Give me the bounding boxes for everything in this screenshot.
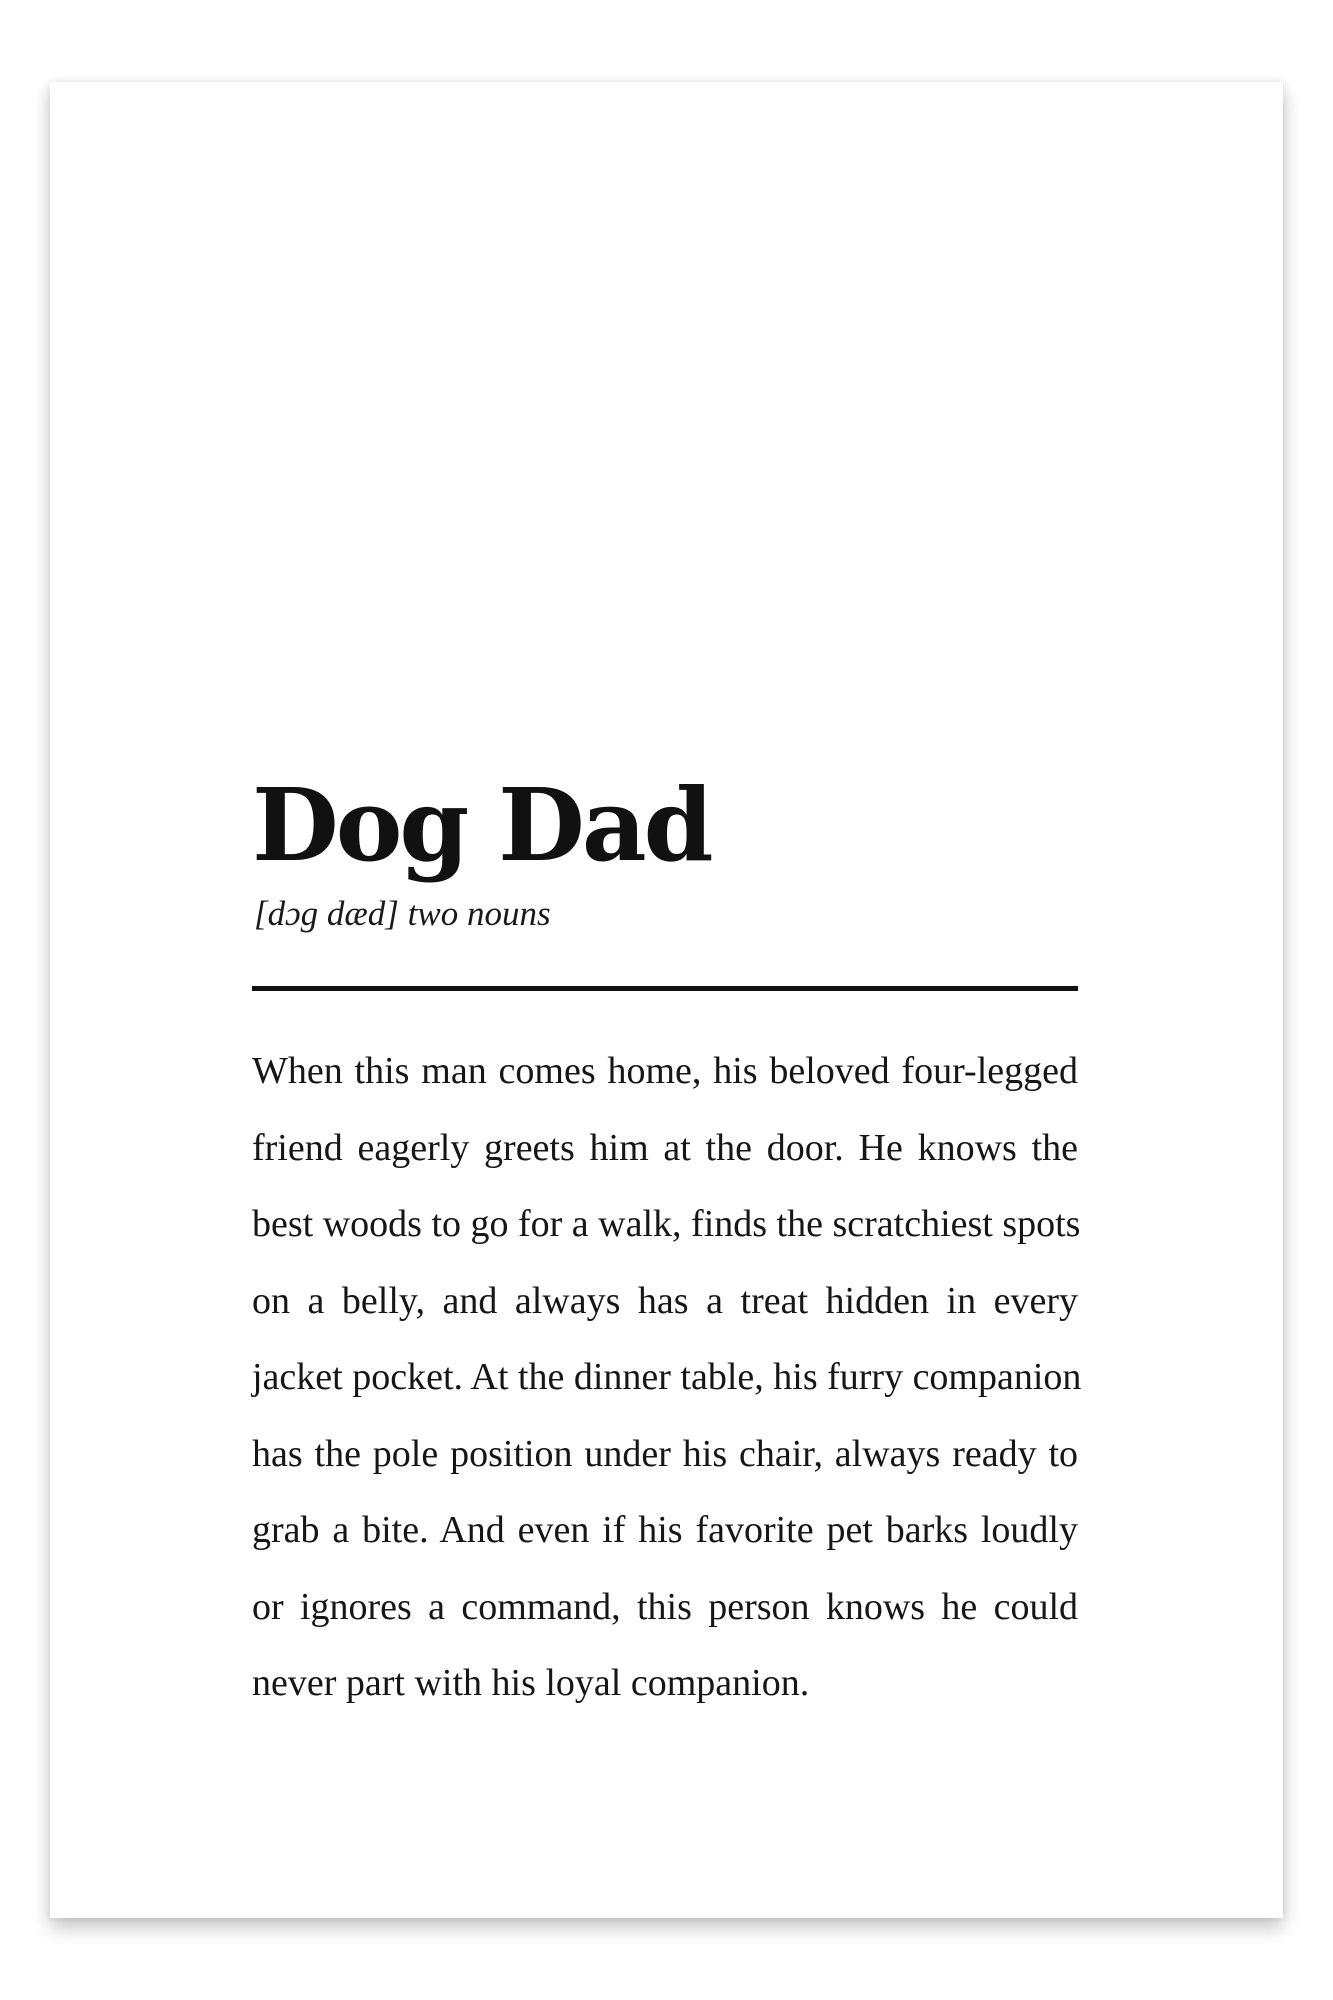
poster-title: Dog Dad <box>252 766 711 884</box>
definition-text <box>252 1033 1082 1722</box>
definition-line: has the pole position under his chair, always ready to <box>252 1432 1078 1475</box>
definition-line: best woods to go for a walk, finds the scratchiest spots <box>252 1203 1081 1245</box>
definition-line: friend eagerly greets him at the door. He knows the <box>252 1126 1078 1169</box>
pronunciation: [dɔg dæd] two nouns <box>254 894 551 933</box>
definition-line: or ignores a command, this person knows he could <box>252 1585 1078 1628</box>
definition-line: When this man comes home, his beloved four-legged <box>252 1050 1078 1092</box>
definition-line: never part with his loyal companion. <box>252 1662 810 1704</box>
definition-block <box>252 766 1082 1722</box>
definition-line: grab a bite. And even if his favorite pet barks loudly <box>252 1509 1078 1551</box>
divider-rule <box>252 986 1078 991</box>
definition-line: jacket pocket. At the dinner table, his furry companion <box>252 1356 1082 1398</box>
definition-line: on a belly, and always has a treat hidden in every <box>252 1279 1078 1322</box>
